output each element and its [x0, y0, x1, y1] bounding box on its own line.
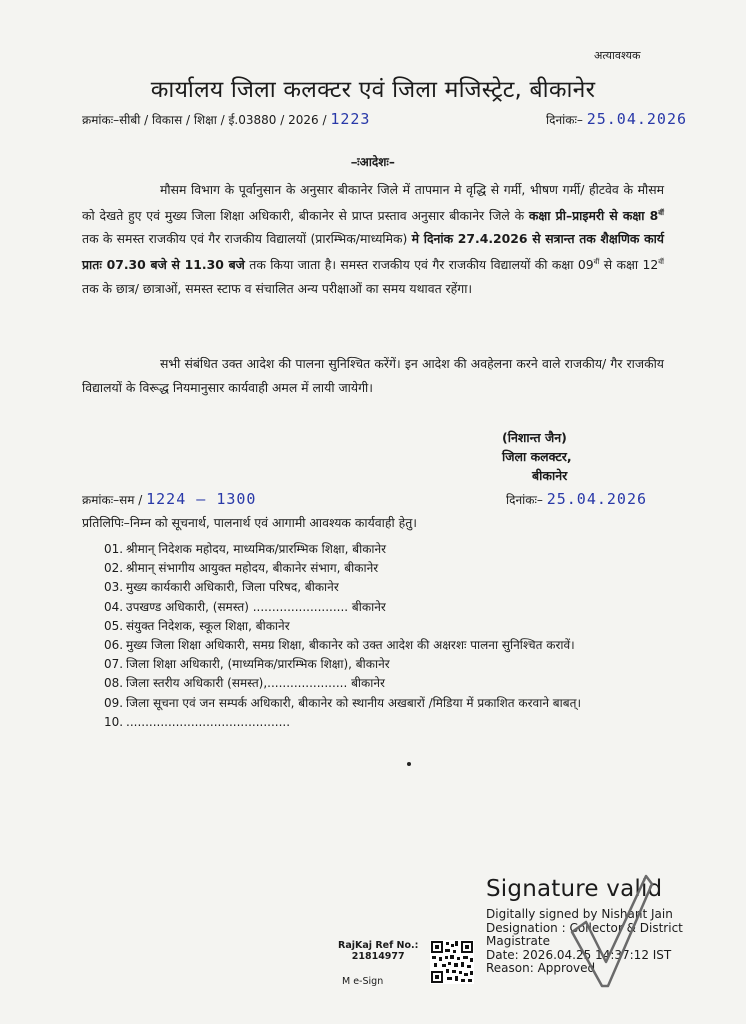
list-item	[104, 636, 666, 655]
list-item	[104, 674, 666, 693]
order-heading: –ःआदेशः–	[351, 155, 395, 169]
list-item	[104, 559, 666, 578]
reference-date	[546, 110, 687, 128]
list-item-text: उपखण्ड अधिकारी, (समस्त) ......................... बीकानेर	[126, 599, 386, 614]
list-item-text: श्रीमान् निदेशक महोदय, माध्यमिक/प्रारम्भिक शिक्षा, बीकानेर	[126, 542, 387, 556]
p1-part-a: मौसम विभाग के पूर्वानुसान के अनुसार बीकानेर जिले में तापमान मे वृद्धि से गर्मी, भीषण गर्मी/ हीटवेव के मौसम को देखते हुए एवं मुख्य जिला शिक्षा अधिकारी, बीकानेर से प्राप्त प्रस्ताव अनुसार बीकानेर जिले के	[82, 182, 664, 223]
ink-dot	[407, 762, 411, 766]
signatory-designation: जिला कलक्टर,	[502, 449, 572, 464]
copy-reference-label: क्रमांकः–सम /	[82, 493, 143, 507]
list-item-text: श्रीमान् संभागीय आयुक्त महोदय, बीकानेर संभाग, बीकानेर	[126, 561, 379, 576]
list-item-text: ...........................................	[126, 714, 291, 729]
reference-label: क्रमांकः–सीबी / विकास / शिक्षा / ई.03880 / 2026 /	[82, 113, 327, 127]
copy-reference-date-handwritten: 25.04.2026	[546, 490, 648, 508]
copy-reference-range-handwritten: 1224 – 1300	[146, 490, 257, 508]
list-item-text: जिला शिक्षा अधिकारी, (माध्यमिक/प्रारम्भिक शिक्षा), बीकानेर	[126, 657, 390, 672]
signatory-block	[502, 428, 572, 485]
p2-text: सभी संबंधित उक्त आदेश की पालना सुनिश्चित करेंगें। इन आदेश की अवहेलना करने वाले राजकीय/ गैर राजकीय विद्यालयों के विरूद्ध नियमानुसार कार्यवाही अमल में लायी जायेगी।	[82, 356, 664, 395]
p1-class-range: कक्षा प्री–प्राइमरी से कक्षा 8	[528, 207, 659, 223]
list-item-number: 06.	[104, 638, 124, 653]
p1-sup-3: वीं	[658, 257, 664, 266]
reference-line	[82, 110, 370, 128]
list-item-text: जिला सूचना एवं जन सम्पर्क अधिकारी, बीकानेर को स्थानीय अखबारों /मिडिया में प्रकाशित करवाने बाबत्।	[126, 695, 582, 710]
list-item	[104, 598, 666, 617]
list-item-number: 04.	[104, 599, 124, 614]
p1-sup-1: वीं	[658, 208, 664, 217]
signature-check-mark-icon	[566, 870, 656, 990]
signature-line-4: Date: 2026.04.25 14:37:12 IST	[486, 947, 672, 962]
order-paragraph-1	[82, 178, 664, 300]
copy-reference-date	[506, 490, 647, 508]
p1-part-e: तक किया जाता है। समस्त राजकीय एवं गैर राजकीय विद्यालयों की कक्षा 09	[249, 257, 594, 273]
list-item	[104, 578, 666, 597]
list-item-text: मुख्य जिला शिक्षा अधिकारी, समग्र शिक्षा, बीकानेर को उक्त आदेश की अक्षरशः पालना सुनिश्चित करावें।	[126, 638, 575, 653]
qr-code-icon	[430, 940, 474, 984]
signature-line-1: Digitally signed by Nishant Jain	[486, 907, 673, 921]
p1-part-f: से कक्षा 12	[603, 257, 659, 273]
p1-sup-2: वीं	[593, 257, 600, 266]
rajkaj-ref	[338, 940, 418, 962]
list-item-number: 03.	[104, 580, 124, 595]
list-item-text: जिला स्तरीय अधिकारी (समस्त),..................... बीकानेर	[126, 676, 385, 691]
reference-number-handwritten: 1223	[330, 110, 371, 128]
copy-reference-line	[82, 490, 256, 508]
reference-date-label: दिनांकः–	[546, 113, 583, 127]
signatory-name: (निशान्त जैन)	[502, 430, 567, 445]
list-item	[104, 540, 666, 559]
list-item-number: 07.	[104, 657, 124, 672]
esign-label: M e-Sign	[342, 976, 384, 987]
list-item	[104, 713, 666, 732]
signatory-place: बीकानेर	[532, 468, 568, 483]
copy-list	[104, 540, 666, 732]
list-item	[104, 617, 666, 636]
list-item-text: संयुक्त निदेशक, स्कूल शिक्षा, बीकानेर	[126, 618, 290, 633]
list-item-number: 09.	[104, 695, 124, 710]
list-item-text: मुख्य कार्यकारी अधिकारी, जिला परिषद, बीकानेर	[126, 580, 339, 595]
copy-line: प्रतिलिपिः–निम्न को सूचनार्थ, पालनार्थ एवं आगामी आवश्यक कार्यवाही हेतु।	[82, 515, 417, 530]
reference-date-handwritten: 25.04.2026	[586, 110, 688, 128]
list-item-number: 08.	[104, 676, 124, 691]
p1-timing: मे दिनांक 27.4.2026 से सत्रान्त तक शैक्षणिक कार्य प्रातः 07.30 बजे से 11.30 बजे	[82, 231, 664, 273]
signature-valid-title: Signature valid	[486, 876, 663, 902]
list-item	[104, 694, 666, 713]
order-paragraph-2	[82, 352, 664, 399]
urgent-label: अत्यावश्यक	[594, 49, 641, 62]
signature-line-2: Designation : Collector & District	[486, 920, 683, 935]
p1-part-g: तक के छात्र/ छात्राओं, समस्त स्टाफ व संचालित अन्य परीक्षाओं का समय यथावत रहेंगा।	[82, 280, 473, 296]
signature-line-5: Reason: Approved	[486, 961, 596, 975]
list-item	[104, 655, 666, 674]
p1-part-c: तक के समस्त राजकीय एवं गैर राजकीय विद्यालयों (प्रारम्भिक/माध्यमिक)	[82, 231, 408, 247]
copy-reference-date-label: दिनांकः–	[506, 493, 543, 507]
rajkaj-number: 21814977	[351, 951, 405, 962]
list-item-number: 05.	[104, 618, 124, 633]
list-item-number: 10.	[104, 714, 124, 729]
signature-line-3: Magistrate	[486, 934, 550, 948]
rajkaj-label: RajKaj Ref No.:	[338, 940, 419, 951]
list-item-number: 01.	[104, 542, 124, 556]
list-item-number: 02.	[104, 561, 124, 576]
office-title: कार्यालय जिला कलक्टर एवं जिला मजिस्ट्रेट, बीकानेर	[150, 77, 596, 103]
